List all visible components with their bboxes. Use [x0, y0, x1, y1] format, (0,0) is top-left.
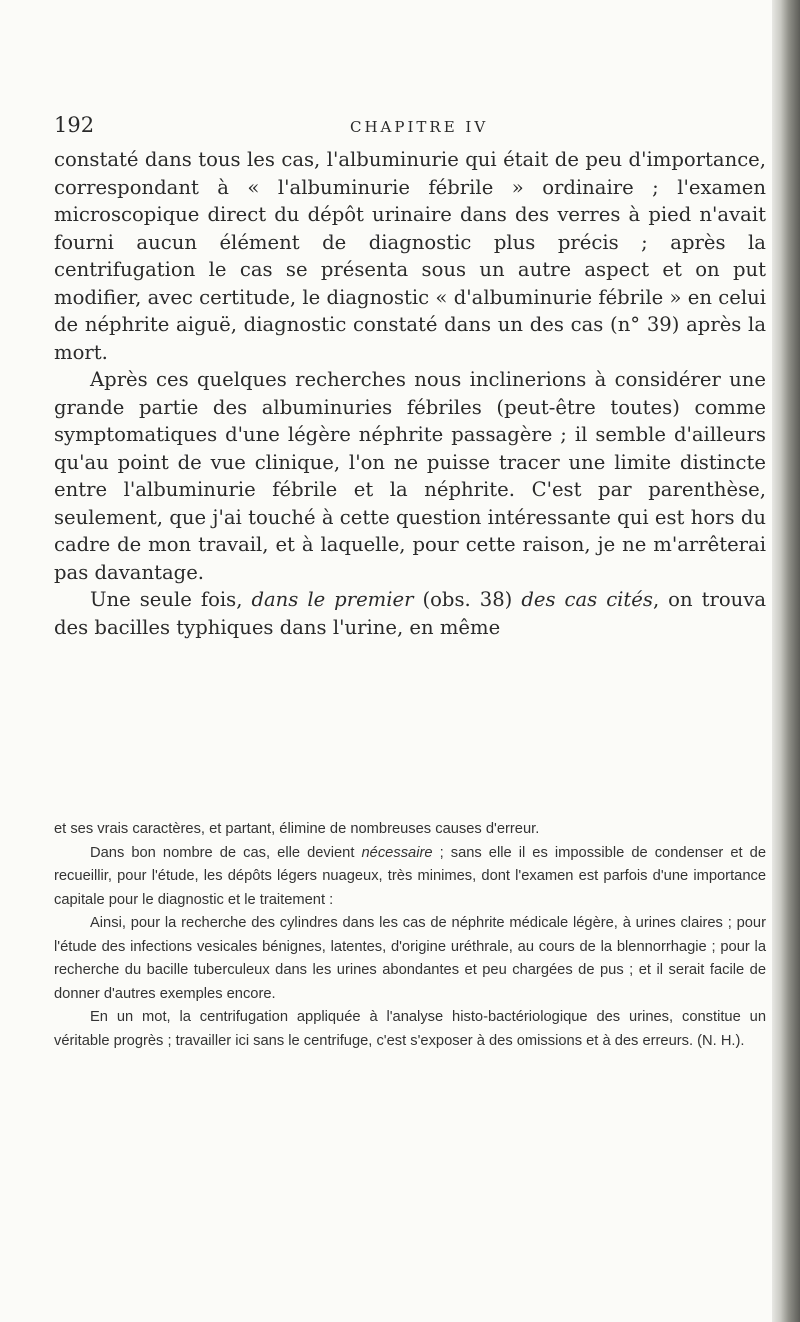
- text-run: Une seule fois,: [90, 588, 252, 611]
- page-edge-shadow: [772, 0, 800, 1322]
- footnote-paragraph: Ainsi, pour la recherche des cylindres dans les cas de néphrite médicale légère, à urines claires ; pour l'étude des infections vesicales bénignes, latentes, d'origine uréthrale, au cours de la blennorrhagie ; pour la recherche du bacille tuberculeux dans les urines abondantes et peu chargées de pus ; et il serait facile de donner d'autres exemples encore.: [54, 915, 766, 1002]
- footnote-paragraph: et ses vrais caractères, et partant, élimine de nombreuses causes d'erreur.: [54, 821, 540, 837]
- page-number: 192: [54, 113, 95, 137]
- paragraph: Après ces quelques recherches nous inclinerions à considérer une grande partie des albuminuries fébriles (peut-être toutes) comme symptomatiques d'une légère néphrite passagère ; il semble d'ailleurs qu'au point de vue clinique, l'on ne puisse tracer une limite distincte entre l'albuminurie fébrile et la néphrite. C'est par parenthèse, seulement, que j'ai touché à cette question intéressante qui est hors du cadre de mon travail, et à laquelle, pour cette raison, je ne m'arrêterai pas davantage.: [54, 368, 766, 584]
- italic-text: dans le premier: [251, 588, 414, 611]
- paragraph: constaté dans tous les cas, l'albuminurie qui était de peu d'importance, correspondant à « l'albuminurie fébrile » ordinaire ; l'examen microscopique direct du dépôt urinaire dans des verres à pied n'avait fourni aucun élément de diagnostic plus précis ; après la centrifugation le cas se présenta sous un autre aspect et on put modifier, avec certitude, le diagnostic « d'albuminurie fébrile » en celui de néphrite aiguë, diagnostic constaté dans un des cas (n° 39) après la mort.: [54, 148, 766, 364]
- running-head: CHAPITRE IV: [350, 118, 489, 136]
- footnote-block: [54, 818, 766, 1053]
- text-run: , on trouva des bacilles typhiques dans l'urine, en même: [54, 588, 766, 639]
- paragraph: [54, 586, 766, 641]
- text-run: Dans bon nombre de cas, elle devient: [90, 844, 362, 861]
- text-run: ; sans elle il es impossible de condenser et de recueillir, pour l'étude, les dépôts légers nuageux, très minimes, dont l'examen est parfois d'une importance capitale pour le diagnostic et le traitement :: [54, 844, 767, 908]
- footnote-paragraph: En un mot, la centrifugation appliquée à l'analyse histo-bactériologique des urines, constitue un véritable progrès ; travailler ici sans le centrifuge, c'est s'exposer à des omissions et à des erreurs. (N. H.).: [54, 1009, 766, 1049]
- text-run: (obs. 38): [413, 588, 522, 611]
- footnote-paragraph: [54, 842, 766, 913]
- main-text: [54, 146, 766, 641]
- italic-text: des cas cités: [521, 588, 653, 611]
- italic-text: nécessaire: [361, 844, 433, 861]
